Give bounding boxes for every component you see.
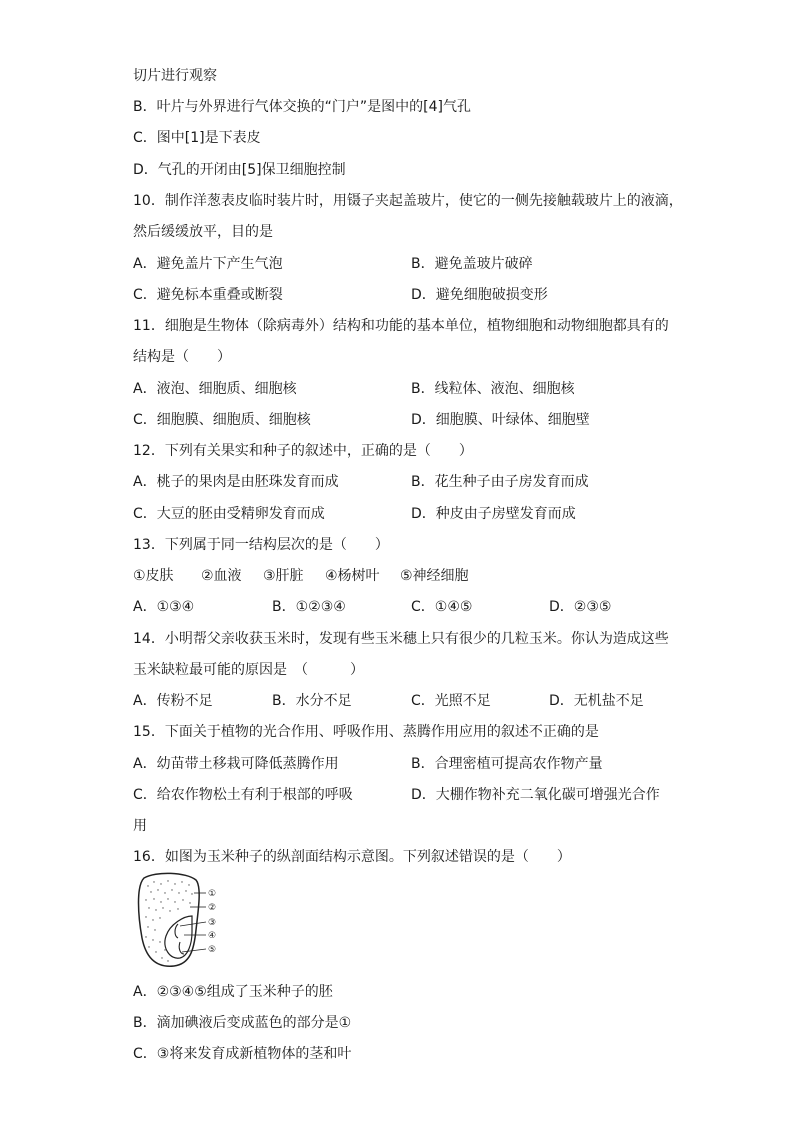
question-13-stem: 13．下列属于同一结构层次的是（ ） [133, 537, 389, 553]
q15-option-b: B．合理密植可提高农作物产量 [411, 756, 603, 772]
text-line: 切片进行观察 [133, 68, 217, 84]
q13-item: ④杨树叶 [325, 568, 380, 584]
diagram-label: ④ [208, 931, 217, 941]
q13-option-c: C．①④⑤ [411, 599, 473, 615]
question-12-stem: 12．下列有关果实和种子的叙述中，正确的是（ ） [133, 443, 473, 459]
q11-option-d: D．细胞膜、叶绿体、细胞壁 [411, 412, 590, 428]
q11-option-a: A．液泡、细胞质、细胞核 [133, 381, 297, 397]
question-16-stem: 16．如图为玉米种子的纵剖面结构示意图。下列叙述错误的是（ ） [133, 849, 571, 865]
question-11-stem-cont: 结构是（ ） [133, 349, 231, 365]
question-10-stem-cont: 然后缓缓放平，目的是 [133, 224, 273, 240]
q15-option-a: A．幼苗带土移栽可降低蒸腾作用 [133, 756, 339, 772]
q14-option-d: D．无机盐不足 [549, 693, 644, 709]
q15-option-c: C．给农作物松土有利于根部的呼吸 [133, 787, 353, 803]
corn-seed-diagram [134, 872, 220, 970]
q10-option-a: A．避免盖片下产生气泡 [133, 256, 283, 272]
q13-option-a: A．①③④ [133, 599, 195, 615]
q10-option-d: D．避免细胞破损变形 [411, 287, 548, 303]
q12-option-c: C．大豆的胚由受精卵发育而成 [133, 506, 325, 522]
question-14-stem: 14．小明帮父亲收获玉米时，发现有些玉米穗上只有很少的几粒玉米。你认为造成这些 [133, 631, 669, 647]
q14-option-a: A．传粉不足 [133, 693, 213, 709]
q13-item: ⑤神经细胞 [400, 568, 469, 584]
question-10-stem: 10．制作洋葱表皮临时装片时，用镊子夹起盖玻片，使它的一侧先接触载玻片上的液滴， [133, 193, 683, 209]
diagram-label: ⑤ [208, 945, 217, 955]
question-14-stem-cont: 玉米缺粒最可能的原因是 （ ） [133, 662, 364, 678]
q13-item: ③肝脏 [263, 568, 304, 584]
q16-option-c: C．③将来发育成新植物体的茎和叶 [133, 1046, 352, 1062]
q15-option-d: D．大棚作物补充二氧化碳可增强光合作 [411, 787, 660, 803]
q12-option-d: D．种皮由子房壁发育而成 [411, 506, 576, 522]
q13-item: ①皮肤 [133, 568, 174, 584]
diagram-label: ② [208, 903, 217, 913]
text-line: D．气孔的开闭由[5]保卫细胞控制 [133, 162, 346, 178]
question-15-stem: 15．下面关于植物的光合作用、呼吸作用、蒸腾作用应用的叙述不正确的是 [133, 724, 599, 740]
q14-option-b: B．水分不足 [272, 693, 352, 709]
q13-option-b: B．①②③④ [272, 599, 346, 615]
q10-option-b: B．避免盖玻片破碎 [411, 256, 533, 272]
q14-option-c: C．光照不足 [411, 693, 491, 709]
q12-option-a: A．桃子的果肉是由胚珠发育而成 [133, 474, 339, 490]
diagram-label: ③ [208, 918, 217, 928]
text-line: B．叶片与外界进行气体交换的“门户”是图中的[4]气孔 [133, 99, 471, 115]
question-11-stem: 11．细胞是生物体（除病毒外）结构和功能的基本单位，植物细胞和动物细胞都具有的 [133, 318, 669, 334]
text-line: C．图中[1]是下表皮 [133, 130, 261, 146]
q16-option-a: A．②③④⑤组成了玉米种子的胚 [133, 984, 333, 1000]
q15-option-d-cont: 用 [133, 818, 147, 834]
q16-option-b: B．滴加碘液后变成蓝色的部分是① [133, 1015, 352, 1031]
q11-option-b: B．线粒体、液泡、细胞核 [411, 381, 575, 397]
q10-option-c: C．避免标本重叠或断裂 [133, 287, 283, 303]
q12-option-b: B．花生种子由子房发育而成 [411, 474, 589, 490]
q13-item: ②血液 [201, 568, 242, 584]
q11-option-c: C．细胞膜、细胞质、细胞核 [133, 412, 311, 428]
q13-option-d: D．②③⑤ [549, 599, 612, 615]
diagram-label: ① [208, 889, 217, 899]
